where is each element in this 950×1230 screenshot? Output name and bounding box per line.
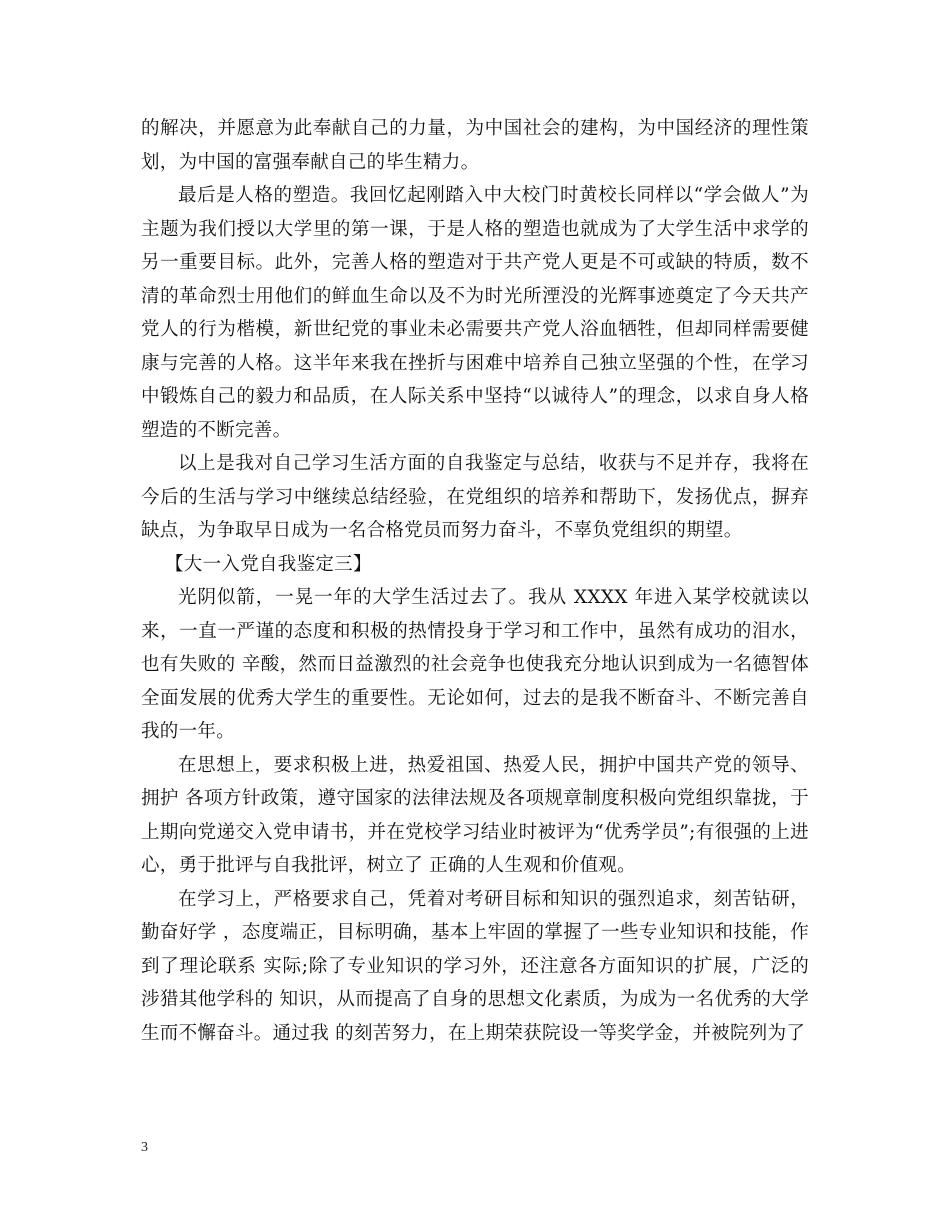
paragraph-3: 以上是我对自己学习生活方面的自我鉴定与总结，收获与不足并存，我将在今后的生活与学习中继续总结经验，在党组织的培养和帮助下，发扬优点，摒弃缺点，为争取早日成为一名合格党员而努力奋斗，不辜负党组织的期望。 <box>141 453 809 541</box>
section-heading: 【大一入党自我鉴定三】 <box>165 553 372 575</box>
paragraph-5: 在思想上，要求积极上进，热爱祖国、热爱人民，拥护中国共产党的领导、拥护 各项方针政策，遵守国家的法律法规及各项规章制度积极向党组织靠拢，于上期向党递交入党申请书，并在党校学习结业时被评为“优秀学员”;有很强的上进心，勇于批评与自我批评，树立了 正确的人生观和价值观。 <box>141 754 809 876</box>
document-body <box>141 112 809 1050</box>
paragraph-6: 在学习上，严格要求自己，凭着对考研目标和知识的强烈追求，刻苦钻研，勤奋好学 ，态度端正，目标明确，基本上牢固的掌握了一些专业知识和技能，作到了理论联系 实际;除了专业知识的学习外，还注意各方面知识的扩展，广泛的涉猎其他学科的 知识，从而提高了自身的思想文化素质，为成为一名优秀的大学生而不懈奋斗。通过我 的刻苦努力，在上期荣获院设一等奖学金，并被院列为了 <box>141 888 809 1044</box>
paragraph-1: 的解决，并愿意为此奉献自己的力量，为中国社会的建构，为中国经济的理性策划，为中国的富强奉献自己的毕生精力。 <box>141 118 809 173</box>
page-number: 3 <box>141 1140 148 1155</box>
paragraph-2: 最后是人格的塑造。我回忆起刚踏入中大校门时黄校长同样以“学会做人”为主题为我们授以大学里的第一课，于是人格的塑造也就成为了大学生活中求学的另一重要目标。此外，完善人格的塑造对于共产党人更是不可或缺的特质，数不清的革命烈士用他们的鲜血生命以及不为时光所湮没的光辉事迹奠定了今天共产党人的行为楷模，新世纪党的事业未必需要共产党人浴血牺牲，但却同样需要健康与完善的人格。这半年来我在挫折与困难中培养自己独立坚强的个性，在学习中锻炼自己的毅力和品质，在人际关系中坚持“以诚待人”的理念，以求自身人格塑造的不断完善。 <box>141 185 809 441</box>
paragraph-4: 光阴似箭，一晃一年的大学生活过去了。我从 XXXX 年进入某学校就读以来，一直一严谨的态度和积极的热情投身于学习和工作中，虽然有成功的泪水，也有失败的 辛酸，然而日益激烈的社会竞争也使我充分地认识到成为一名德智体全面发展的优秀大学生的重要性。无论如何，过去的是我不断奋斗、不断完善自我的一年。 <box>141 587 809 742</box>
